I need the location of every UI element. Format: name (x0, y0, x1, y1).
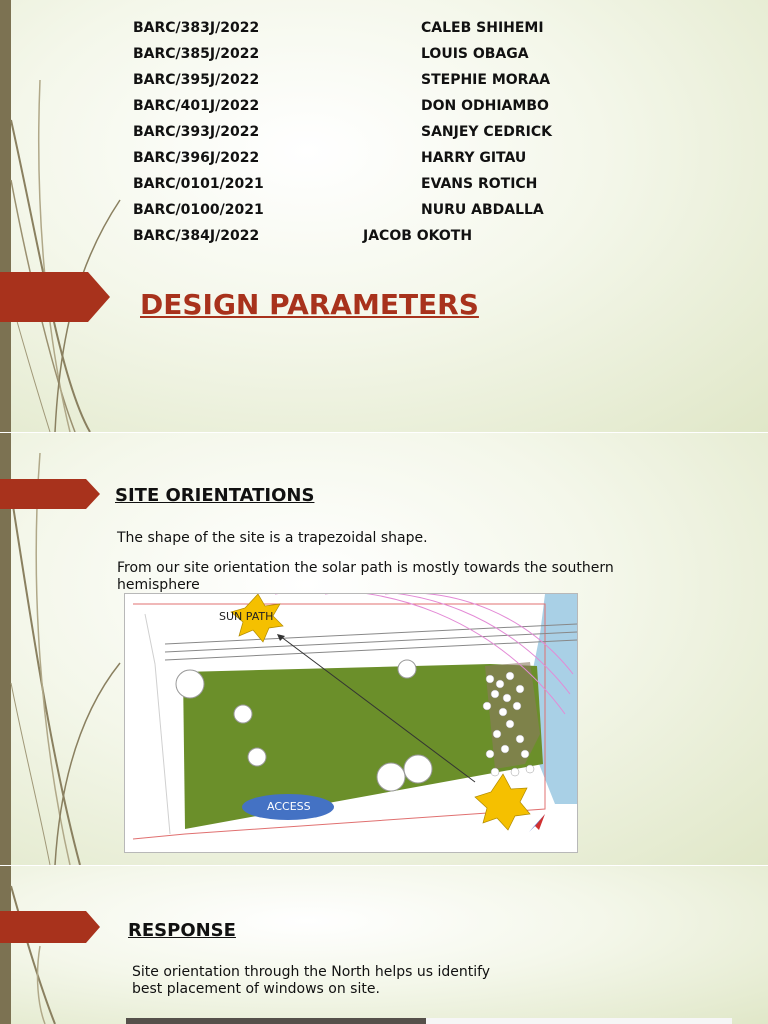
title-arrow-shape (0, 479, 100, 509)
site-plan-drawing (125, 594, 577, 852)
decorative-swoosh (0, 866, 140, 1024)
member-id: BARC/383J/2022 (133, 20, 260, 36)
member-id: BARC/401J/2022 (133, 98, 260, 114)
member-name: DON ODHIAMBO (421, 98, 549, 114)
member-id: BARC/0100/2021 (133, 202, 264, 218)
slide-site-orientations (0, 433, 768, 865)
sun-path-label: SUN PATH (219, 610, 274, 623)
member-id: BARC/393J/2022 (133, 124, 260, 140)
slide-team-members (0, 0, 768, 432)
page-title: DESIGN PARAMETERS (140, 288, 479, 321)
member-name: NURU ABDALLA (421, 202, 544, 218)
title-arrow-shape (0, 272, 110, 322)
section-title: SITE ORIENTATIONS (115, 485, 315, 506)
member-id: BARC/396J/2022 (133, 150, 260, 166)
member-id: BARC/384J/2022 (133, 228, 260, 244)
paragraph-site-shape: The shape of the site is a trapezoidal shape. (117, 530, 428, 546)
photo-thumbnail-right (426, 1018, 732, 1024)
photo-thumbnail-left (126, 1018, 426, 1024)
paragraph-response: Site orientation through the North helps us identify best placement of windows on site. (132, 964, 491, 997)
member-name: LOUIS OBAGA (421, 46, 529, 62)
paragraph-solar-path: From our site orientation the solar path is mostly towards the southern hemisphere (117, 560, 614, 593)
access-label: ACCESS (267, 800, 311, 813)
member-id: BARC/0101/2021 (133, 176, 264, 192)
decorative-swoosh (0, 0, 140, 432)
section-title: RESPONSE (128, 920, 236, 941)
member-id: BARC/385J/2022 (133, 46, 260, 62)
member-name: EVANS ROTICH (421, 176, 538, 192)
member-name: SANJEY CEDRICK (421, 124, 552, 140)
site-plan-image (124, 593, 578, 853)
member-id: BARC/395J/2022 (133, 72, 260, 88)
member-name: CALEB SHIHEMI (421, 20, 544, 36)
slide-response (0, 866, 768, 1024)
member-name: HARRY GITAU (421, 150, 527, 166)
member-name: STEPHIE MORAA (421, 72, 551, 88)
title-arrow-shape (0, 911, 100, 943)
member-name: JACOB OKOTH (363, 228, 473, 244)
